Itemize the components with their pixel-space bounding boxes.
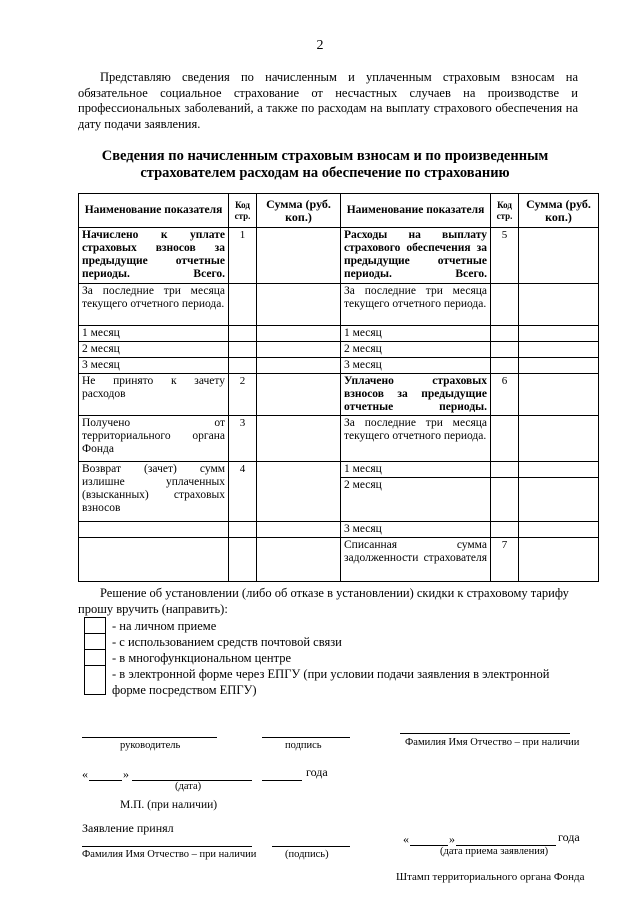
fund-stamp-caption: Штамп территориального органа Фонда — [396, 871, 585, 883]
receipt-quote-open: « — [403, 832, 409, 846]
option-epgu-label-cont: форме посредством ЕПГУ) — [112, 683, 257, 697]
header-name-right: Наименование показателя — [341, 194, 491, 228]
right-month-2-sum-cell[interactable] — [519, 342, 599, 358]
signature-caption: подпись — [285, 740, 322, 751]
date-caption: (дата) — [175, 781, 202, 792]
right-last3-label: За последние три месяца текущего отчетного периода. — [341, 284, 491, 326]
right-month-1-label: 1 месяц — [341, 326, 491, 342]
receipt-quote-close: » — [449, 832, 455, 846]
not-accepted-label: Не принято к зачету расходов — [79, 374, 229, 416]
accrued-code: 1 — [229, 228, 257, 284]
receiver-signature-caption: (подпись) — [285, 849, 329, 860]
decision-line-2: прошу вручить (направить): — [78, 601, 228, 616]
option-epgu-label: - в электронной форме через ЕПГУ (при условии подачи заявления в электронной — [112, 667, 550, 681]
right-last3b-sum-cell[interactable] — [519, 416, 599, 462]
checkbox-postal[interactable] — [84, 633, 106, 650]
signature-line[interactable] — [262, 737, 350, 738]
date-year-line[interactable] — [262, 780, 302, 781]
option-postal-label: - с использованием средств почтовой связи — [112, 635, 342, 649]
written-off-label: Списанная сумма задолженности страхователя — [341, 538, 491, 582]
intro-paragraph — [78, 70, 578, 132]
left-empty-sum-cell-2[interactable] — [257, 538, 341, 582]
heading-line-1: Сведения по начисленным страховым взносам и по произведенным — [101, 148, 549, 164]
expenses-code: 5 — [491, 228, 519, 284]
checkbox-in-person[interactable] — [84, 617, 106, 634]
right-month-3-label: 3 месяц — [341, 358, 491, 374]
written-off-sum-cell[interactable] — [519, 538, 599, 582]
refund-code: 4 — [229, 462, 257, 522]
right-month-2-label: 2 месяц — [341, 342, 491, 358]
date-quote-open: « — [82, 767, 88, 781]
right-month-2b-label: 2 месяц — [341, 478, 491, 522]
left-month-2-sum-cell[interactable] — [257, 342, 341, 358]
right-month-1-sum-cell[interactable] — [519, 326, 599, 342]
intro-text: Представляю сведения по начисленным и уплаченным страховым взносам на обязательное социальное страхование от несчастных случаев на производстве и профессиональных заболеваний, а также по расходам на выплату страхового обеспечения на дату подачи заявления. — [78, 70, 578, 131]
not-accepted-code: 2 — [229, 374, 257, 416]
option-mfc-label: - в многофункциональном центре — [112, 651, 292, 665]
left-last3-label: За последние три месяца текущего отчетного периода. — [79, 284, 229, 326]
stamp-caption: М.П. (при наличии) — [120, 799, 218, 811]
insurance-data-table — [78, 193, 599, 582]
delivery-options — [84, 617, 584, 697]
table-row — [79, 522, 599, 538]
expenses-label: Расходы на выплату страхового обеспечения за предыдущие отчетные периоды. Всего. — [341, 228, 491, 284]
section-heading — [60, 148, 590, 182]
right-month-1b-label: 1 месяц — [341, 462, 491, 478]
receiver-fio-line[interactable] — [82, 846, 252, 847]
received-label: Получено от территориального органа Фонда — [79, 416, 229, 462]
page-number: 2 — [316, 38, 324, 53]
table-row — [79, 462, 599, 478]
refund-label: Возврат (зачет) сумм излишне уплаченных (взысканных) страховых взносов — [79, 462, 229, 522]
table-row — [79, 374, 599, 416]
fio-line[interactable] — [400, 733, 570, 734]
paid-sum-cell[interactable] — [519, 374, 599, 416]
refund-sum-cell[interactable] — [257, 462, 341, 522]
right-last3b-label: За последние три месяца текущего отчетного периода. — [341, 416, 491, 462]
heading-line-2: страхователем расходам на обеспечение по страхованию — [140, 165, 510, 181]
table-row — [79, 538, 599, 582]
fio-caption: Фамилия Имя Отчество – при наличии — [405, 737, 580, 748]
table-header-row — [79, 194, 599, 228]
head-caption: руководитель — [120, 740, 181, 751]
right-month-3b-label: 3 месяц — [341, 522, 491, 538]
accepted-label: Заявление принял — [82, 821, 174, 835]
decision-text — [78, 586, 588, 617]
header-sum-right: Сумма (руб. коп.) — [519, 194, 599, 228]
received-code: 3 — [229, 416, 257, 462]
right-month-1b-sum-cell[interactable] — [519, 462, 599, 478]
left-month-2-label: 2 месяц — [79, 342, 229, 358]
right-month-3-sum-cell[interactable] — [519, 358, 599, 374]
year-word: года — [306, 765, 328, 779]
header-code-left: Код стр. — [229, 194, 257, 228]
date-quote-close: » — [123, 767, 129, 781]
header-code-right: Код стр. — [491, 194, 519, 228]
option-in-person-label: - на личном приеме — [112, 619, 217, 633]
table-row — [79, 284, 599, 326]
date-day-line[interactable] — [89, 780, 122, 781]
left-empty-sum-cell-1[interactable] — [257, 522, 341, 538]
table-row — [79, 228, 599, 284]
header-name-left: Наименование показателя — [79, 194, 229, 228]
left-month-3-label: 3 месяц — [79, 358, 229, 374]
receipt-date-caption: (дата приема заявления) — [440, 846, 549, 857]
received-sum-cell[interactable] — [257, 416, 341, 462]
head-signature-line[interactable] — [82, 737, 217, 738]
right-month-2b-sum-cell[interactable] — [519, 478, 599, 522]
expenses-sum-cell[interactable] — [519, 228, 599, 284]
not-accepted-sum-cell[interactable] — [257, 374, 341, 416]
accrued-sum-cell[interactable] — [257, 228, 341, 284]
receiver-signature-line[interactable] — [272, 846, 350, 847]
right-last3-sum-cell[interactable] — [519, 284, 599, 326]
paid-code: 6 — [491, 374, 519, 416]
left-month-3-sum-cell[interactable] — [257, 358, 341, 374]
checkbox-epgu[interactable] — [84, 665, 106, 695]
receiver-fio-caption: Фамилия Имя Отчество – при наличии — [82, 849, 257, 860]
header-sum-left: Сумма (руб. коп.) — [257, 194, 341, 228]
written-off-code: 7 — [491, 538, 519, 582]
accrued-label: Начислено к уплате страховых взносов за предыдущие отчетные периоды. Всего. — [79, 228, 229, 284]
left-month-1-sum-cell[interactable] — [257, 326, 341, 342]
table-row — [79, 416, 599, 462]
table-row — [79, 326, 599, 342]
checkbox-mfc[interactable] — [84, 649, 106, 666]
table-row — [79, 342, 599, 358]
decision-line-1: Решение об установлении (либо об отказе в установлении) скидки к страховому тарифу — [100, 586, 569, 600]
left-last3-sum-cell[interactable] — [257, 284, 341, 326]
table-row — [79, 358, 599, 374]
left-month-1-label: 1 месяц — [79, 326, 229, 342]
receipt-year-word: года — [558, 830, 580, 844]
paid-label: Уплачено страховых взносов за предыдущие отчетные периоды. — [341, 374, 491, 416]
right-month-3b-sum-cell[interactable] — [519, 522, 599, 538]
